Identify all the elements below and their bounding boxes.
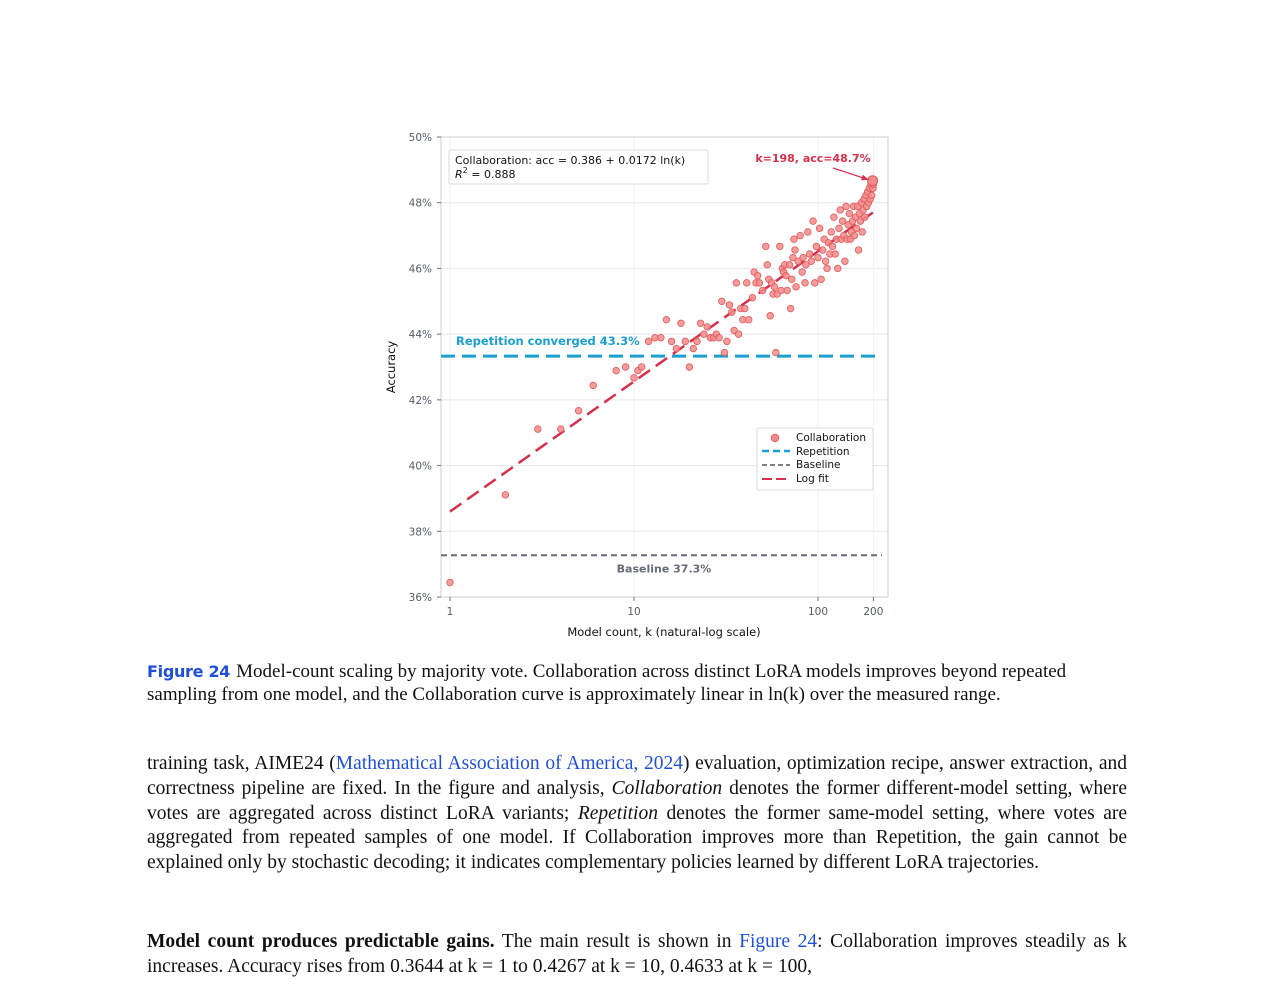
legend-collaboration-marker [771, 434, 779, 442]
collaboration-point [799, 269, 806, 276]
collaboration-point [557, 426, 564, 433]
collaboration-point [741, 305, 748, 312]
y-tick-label: 40% [408, 460, 432, 473]
legend-baseline-label: Baseline [796, 459, 841, 471]
fit-annotation-box [449, 150, 708, 184]
y-tick-label: 36% [408, 592, 432, 604]
fit-r-squared: $R^2 = 0.888$ [455, 166, 516, 181]
collaboration-point [813, 243, 820, 250]
y-tick-label: 42% [408, 394, 432, 407]
collaboration-point [743, 280, 750, 287]
legend-repetition-label: Repetition [796, 446, 850, 458]
collaboration-point [791, 236, 798, 243]
para2-heading: Model count produces predictable gains. [147, 931, 495, 952]
collaboration-point [645, 338, 652, 345]
collaboration-point [842, 258, 849, 265]
collaboration-point [631, 375, 638, 382]
collaboration-point [822, 258, 829, 265]
grid-lines [441, 137, 888, 597]
collaboration-point [590, 382, 597, 389]
collaboration-point [638, 364, 645, 371]
collaboration-point [806, 251, 813, 258]
collaboration-point [759, 287, 766, 294]
para2-text-1: The main result is shown in [494, 931, 740, 952]
collaboration-point [859, 229, 866, 236]
x-tick-label: 200 [863, 606, 884, 618]
collaboration-point [793, 284, 800, 291]
collaboration-point [726, 302, 733, 309]
collaboration-point [832, 251, 839, 258]
body-paragraph-2 [147, 930, 1127, 980]
repetition-label: Repetition converged 43.3% [456, 334, 640, 349]
collaboration-point [846, 210, 853, 217]
collaboration-point [837, 207, 844, 214]
para1-repetition-term: Repetition [577, 802, 658, 824]
collaboration-point [767, 312, 774, 319]
collaboration-point [735, 331, 742, 338]
y-tick-label: 38% [408, 526, 432, 539]
collaboration-point [797, 232, 804, 239]
collaboration-point [862, 214, 869, 221]
collaboration-point [816, 225, 823, 232]
collaboration-point [745, 316, 752, 323]
collaboration-point [694, 338, 701, 345]
collaboration-point [733, 280, 740, 287]
collaboration-point [792, 247, 799, 254]
x-tick-label: 10 [627, 606, 641, 618]
para1-text-3: denotes the former different-model setting, where votes are aggregated across distinct LoRA variants; [147, 777, 1127, 824]
collaboration-point [690, 345, 697, 352]
collaboration-point [786, 262, 793, 269]
y-tick-label: 44% [408, 329, 432, 342]
collaboration-point [815, 254, 822, 261]
collaboration-point [868, 192, 875, 199]
y-axis-label: Accuracy [384, 340, 398, 394]
collaboration-point [678, 320, 685, 327]
para1-text-1: training task, AIME24 ( [147, 753, 336, 774]
collaboration-point [658, 334, 665, 341]
collaboration-point [773, 349, 780, 356]
collaboration-point [697, 320, 704, 327]
legend-collaboration-label: Collaboration [796, 432, 866, 444]
collaboration-point [843, 203, 850, 210]
collaboration-point [787, 305, 794, 312]
x-axis-ticks [447, 597, 884, 618]
collaboration-point [721, 349, 728, 356]
collaboration-point [613, 367, 620, 374]
collaboration-point [754, 272, 761, 279]
figure-caption [147, 660, 1127, 706]
collaboration-point [811, 280, 818, 287]
best-point-arrowhead [861, 175, 869, 181]
best-point-annotation: k=198, acc=48.7% [755, 152, 871, 165]
collaboration-point [808, 258, 815, 265]
legend [757, 428, 873, 490]
collaboration-point [756, 280, 763, 287]
x-tick-label: 100 [807, 606, 829, 618]
collaboration-point [771, 284, 778, 291]
collaboration-point [819, 247, 826, 254]
collaboration-point [829, 243, 836, 250]
best-point-marker [868, 176, 878, 186]
collaboration-point [668, 338, 675, 345]
collaboration-point [831, 214, 838, 221]
baseline-label: Baseline 37.3% [616, 562, 712, 576]
x-axis-label: Model count, k (natural-log scale) [567, 625, 761, 639]
collaboration-point [818, 276, 825, 283]
y-tick-label: 48% [408, 197, 432, 210]
collaboration-point [718, 298, 725, 305]
collaboration-point [728, 309, 735, 316]
collaboration-point [749, 294, 756, 301]
collaboration-point [777, 243, 784, 250]
para1-text-2: ) evaluation, optimization recipe, answer extraction, and correctness pipeline are fixed. In the figure and analysis, [147, 753, 1128, 799]
collaboration-point [575, 407, 582, 414]
collaboration-point [704, 324, 711, 331]
y-tick-label: 50% [408, 132, 432, 144]
collaboration-point [855, 247, 862, 254]
collaboration-point [800, 254, 807, 261]
collaboration-point [802, 280, 809, 287]
para1-collaboration-term: Collaboration [611, 777, 723, 799]
collaboration-point [724, 338, 731, 345]
collaboration-point [824, 265, 831, 272]
collaboration-point [764, 262, 771, 269]
collaboration-point [778, 287, 785, 294]
collaboration-point [828, 229, 835, 236]
body-paragraph-1 [147, 752, 1127, 876]
fit-equation: Collaboration: acc = 0.386 + 0.0172 ln(k) [455, 154, 686, 167]
collaboration-point [447, 579, 454, 586]
collaboration-point [534, 426, 541, 433]
figure-reference-link[interactable]: Figure 24 [739, 931, 818, 952]
y-tick-label: 46% [408, 263, 432, 276]
collaboration-point [834, 265, 841, 272]
collaboration-point [686, 364, 693, 371]
collaboration-points [447, 176, 878, 586]
caption-text: Model-count scaling by majority vote. Collaboration across distinct LoRA models improves beyond repeated sampling from one model, and the Collaboration curve is approximately linear in ln(k) over the measured range. [147, 661, 1067, 705]
collaboration-point [502, 492, 509, 499]
collaboration-point [663, 316, 670, 323]
collaboration-point [701, 331, 708, 338]
collaboration-point [762, 243, 769, 250]
citation-link[interactable]: Mathematical Association of America, 2024 [335, 753, 683, 774]
para2-text-2: : Collaboration improves steadily as k increases. Accuracy rises from 0.3644 at k = 1 to 0.4267 at k = 10, 0.4633 at k = 100, [147, 931, 1127, 977]
collaboration-point [784, 287, 791, 294]
para1-text-4: denotes the former same-model setting, where votes are aggregated from repeated samples of one model. If Collaboration improves more than Repetition, the gain cannot be explained only by stochastic decoding; it indicates complementary policies learned by different LoRA trajectories. [147, 802, 1128, 874]
collaboration-point [836, 225, 843, 232]
collaboration-point [682, 338, 689, 345]
plot-frame [441, 137, 888, 597]
collaboration-point [804, 229, 811, 236]
y-axis-ticks [409, 132, 441, 604]
collaboration-point [810, 218, 817, 225]
x-tick-label: 1 [446, 606, 454, 618]
collaboration-point [851, 232, 858, 239]
legend-logfit-label: Log fit [796, 473, 829, 485]
figure-label: Figure 24 [147, 662, 231, 681]
collaboration-point [673, 345, 680, 352]
collaboration-point [788, 276, 795, 283]
collaboration-point [716, 334, 723, 341]
collaboration-point [622, 364, 629, 371]
